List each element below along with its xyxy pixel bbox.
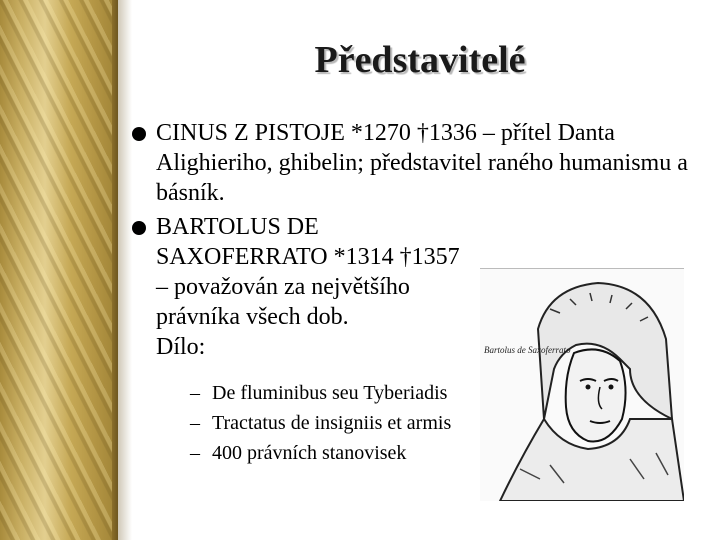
bullet-dot-icon	[132, 221, 146, 235]
bullet-dot-icon	[132, 127, 146, 141]
portrait-caption: Bartolus de Saxoferrato	[484, 345, 571, 355]
list-item-text: De fluminibus seu Tyberiadis	[212, 382, 448, 404]
slide-title: Představitelé	[314, 39, 526, 81]
bullet-item	[130, 118, 710, 208]
bullet-lead: CINUS Z PISTOJE *1270 †1336 –	[156, 120, 495, 146]
works-heading: Dílo:	[156, 334, 206, 360]
bullet-text: považován za největšího právníka všech dob.	[156, 274, 410, 330]
dash-icon: –	[190, 412, 200, 434]
list-item-text: Tractatus de insigniis et armis	[212, 412, 452, 434]
list-item-text: 400 právních stanovisek	[212, 442, 407, 464]
bullet-lead: BARTOLUS DE SAXOFERRATO *1314 †1357 –	[156, 214, 460, 300]
portrait-image	[480, 268, 684, 501]
bullet-text: přítel Danta Alighieriho, ghibelin; představitel raného humanismu a básník.	[156, 120, 688, 206]
decorative-border	[0, 0, 118, 540]
dash-icon: –	[190, 382, 200, 404]
dash-icon: –	[190, 442, 200, 464]
